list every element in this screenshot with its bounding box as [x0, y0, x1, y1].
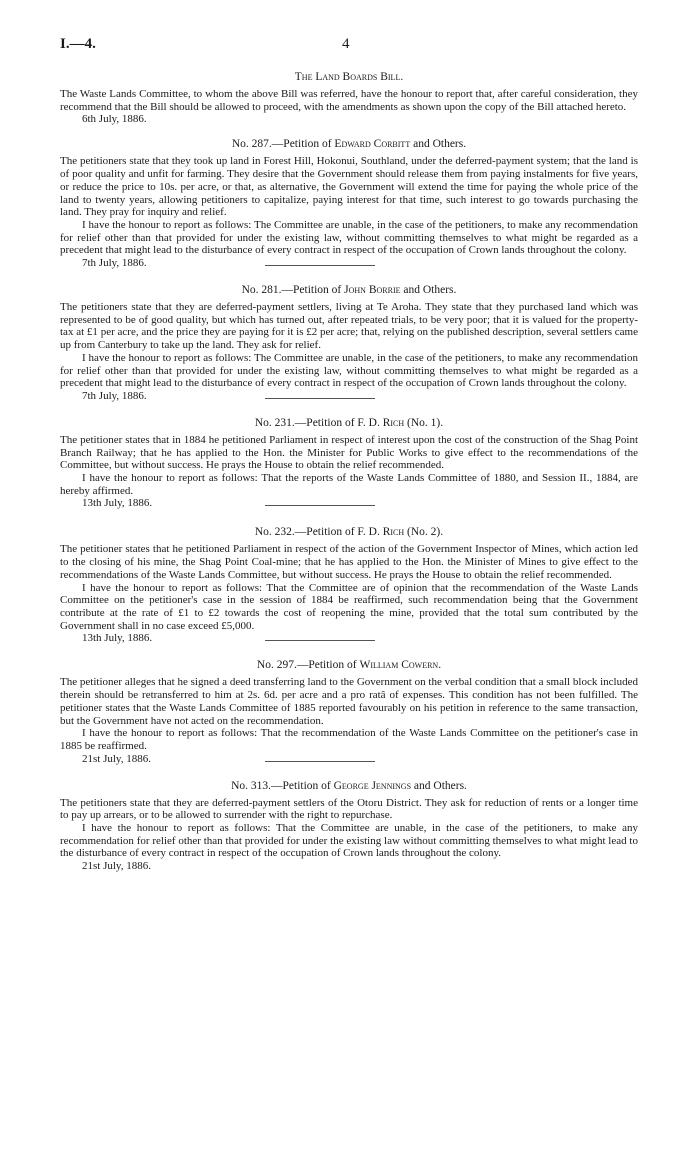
petition-section [60, 416, 638, 512]
section-divider [265, 265, 375, 266]
petitioner-name: F. D. Rich [357, 526, 405, 539]
petition-heading [60, 525, 638, 540]
report-date: 6th July, 1886. [82, 113, 147, 126]
date-row [60, 632, 638, 646]
page-reference: I.—4. [60, 36, 96, 52]
petition-heading-suffix: (No. 1). [407, 416, 444, 429]
petition-heading-suffix: (No. 2). [407, 526, 444, 539]
petition-number: No. 297.—Petition of [256, 659, 357, 672]
petition-heading-suffix: and Others. [403, 284, 457, 297]
petition-heading-suffix: and Others. [413, 779, 467, 792]
section-divider [265, 761, 375, 762]
petitioner-name: William Cowern. [359, 659, 442, 672]
intro-title: The Land Boards Bill. [294, 71, 404, 83]
petition-section [60, 525, 638, 646]
petition-statement: The petitioners state that they are deferred-payment settlers, living at Te Aroha. They state that they purchased land which was represented to be of good quality, but which has turned out, after repeated trials, to be very poor; that it is valued for the property-tax at £1 per acre, and the price they are paying for it is £2 per acre; that, relying on the published description, several settlers came up from Canterbury to take up the land. They ask for relief. [60, 301, 638, 352]
intro-body: The Waste Lands Committee, to whom the above Bill was referred, have the honour to report that, after careful consideration, they recommend that the Bill should be allowed to proceed, with the amendments as shown upon the copy of the Bill attached hereto. [60, 88, 638, 113]
petition-section [60, 283, 638, 404]
petition-heading [60, 416, 638, 431]
date-row [60, 753, 638, 767]
petition-statement: The petitioner states that in 1884 he petitioned Parliament in respect of interest upon the cost of the construction of the Shag Point Branch Railway; that he has applied to the Hon. the Minister for Public Works to give effect to the recommendations of the Committee, but without success. He prays the House to obtain the relief recommended. [60, 433, 638, 472]
petitioner-name: F. D. Rich [357, 416, 405, 429]
petition-section [60, 779, 638, 875]
date-row [60, 390, 638, 404]
petition-number: No. 281.—Petition of [241, 284, 342, 297]
petition-statement: The petitioner alleges that he signed a deed transferring land to the Government on the verbal condition that a small block included therein should be retransferred to him at 2s. 6d. per acre and a pro ratâ of expenses. This condition has not been fulfilled. The petitioner states that the Waste Lands Committee of 1885 reported favourably on his petition in reference to the same transaction, but the Government have not acted on the recommendation. [60, 676, 638, 727]
committee-report: I have the honour to report as follows: That the recommendation of the Waste Lands Committee on the petitioner's case in 1885 be reaffirmed. [60, 727, 638, 752]
section-divider [265, 640, 375, 641]
petition-heading-suffix: and Others. [413, 138, 467, 151]
report-date: 7th July, 1886. [82, 257, 147, 270]
report-date: 7th July, 1886. [82, 389, 147, 402]
page-body [60, 70, 638, 874]
report-date: 13th July, 1886. [82, 497, 153, 510]
section-divider [265, 398, 375, 399]
petition-heading [60, 658, 638, 673]
committee-report: I have the honour to report as follows: That the Committee are unable, in the case of the petitioners, to make any recommendation for relief other than that provided for under the existing law without committing themselves to what might lead to the disturbance of every contract in respect of the occupation of Crown lands throughout the colony. [60, 822, 638, 860]
petition-number: No. 231.—Petition of [254, 416, 355, 429]
petition-statement: The petitioner states that he petitioned Parliament in respect of the action of the Government Inspector of Mines, which action led to the closing of his mine, the Shag Point Coal-mine; that he has applied to the Hon. the Minister of Mines to give effect to the recommendations of the Waste Lands Committee, but without success. He prays the House to obtain the relief recommended. [60, 543, 638, 581]
section-divider [265, 505, 375, 506]
date-row [60, 497, 638, 511]
page-header [0, 36, 700, 56]
petition-heading [60, 283, 638, 298]
petitioner-name: John Borrie [344, 284, 401, 297]
report-date: 21st July, 1886. [82, 752, 151, 765]
report-date: 13th July, 1886. [82, 632, 153, 645]
petition-number: No. 232.—Petition of [254, 526, 355, 539]
petitioner-name: Edward Corbitt [334, 138, 411, 151]
committee-report: I have the honour to report as follows: The Committee are unable, in the case of the petitioners, to make any recommendation for relief other than that provided for under the existing law, without committing themselves to what might be regarded as a precedent that might lead to the disturbance of every contract in respect of the occupation of Crown lands throughout the colony. [60, 218, 638, 257]
report-date: 21st July, 1886. [82, 860, 151, 873]
committee-report: I have the honour to report as follows: That the Committee are of opinion that the recommendation of the Waste Lands Committee on the petitioner's case in the session of 1884 be reaffirmed, such recommendation being that the Government contribute at the rate of £1 to £2 towards the cost of reopening the mine, provided that the total sum contributed by the Government shall in no case exceed £5,000. [60, 581, 638, 632]
petition-heading [60, 779, 638, 794]
petition-statement: The petitioners state that they took up land in Forest Hill, Hokonui, Southland, under the deferred-payment system; that the land is of poor quality and unfit for farming. They desire that the Government should release them from paying instalments for five years, or reduce the price to 10s. per acre, or that, as alternative, the Government will extend the time for paying the whole price of the land to twenty years, allowing petitioners to capitalize, paying interest for that time, such interest to go towards purchasing the land. They pray for inquiry and relief. [60, 155, 638, 219]
petition-number: No. 287.—Petition of [231, 138, 332, 151]
page-number: 4 [342, 36, 350, 52]
petition-section [60, 658, 638, 766]
date-row [60, 257, 638, 271]
committee-report: I have the honour to report as follows: That the reports of the Waste Lands Committee of 1880, and Session II., 1884, are hereby affirmed. [60, 472, 638, 497]
petition-heading [60, 137, 638, 152]
date-row [60, 860, 638, 874]
petition-statement: The petitioners state that they are deferred-payment settlers of the Otoru District. They ask for reduction of rents or a longer time to pay up arrears, or to be allowed to surrender with the right to repurchase. [60, 796, 638, 822]
petition-section [60, 137, 638, 271]
date-row [60, 113, 638, 127]
intro-section [60, 70, 638, 127]
committee-report: I have the honour to report as follows: The Committee are unable, in the case of the petitioners, to make any recommendation for relief other than that provided for under the existing law, without committing themselves to what might be regarded as a precedent that might lead to the disturbance of every contract in respect of the occupation of Crown lands throughout the colony. [60, 351, 638, 390]
petition-number: No. 313.—Petition of [231, 779, 331, 792]
petitioner-name: George Jennings [333, 779, 412, 792]
